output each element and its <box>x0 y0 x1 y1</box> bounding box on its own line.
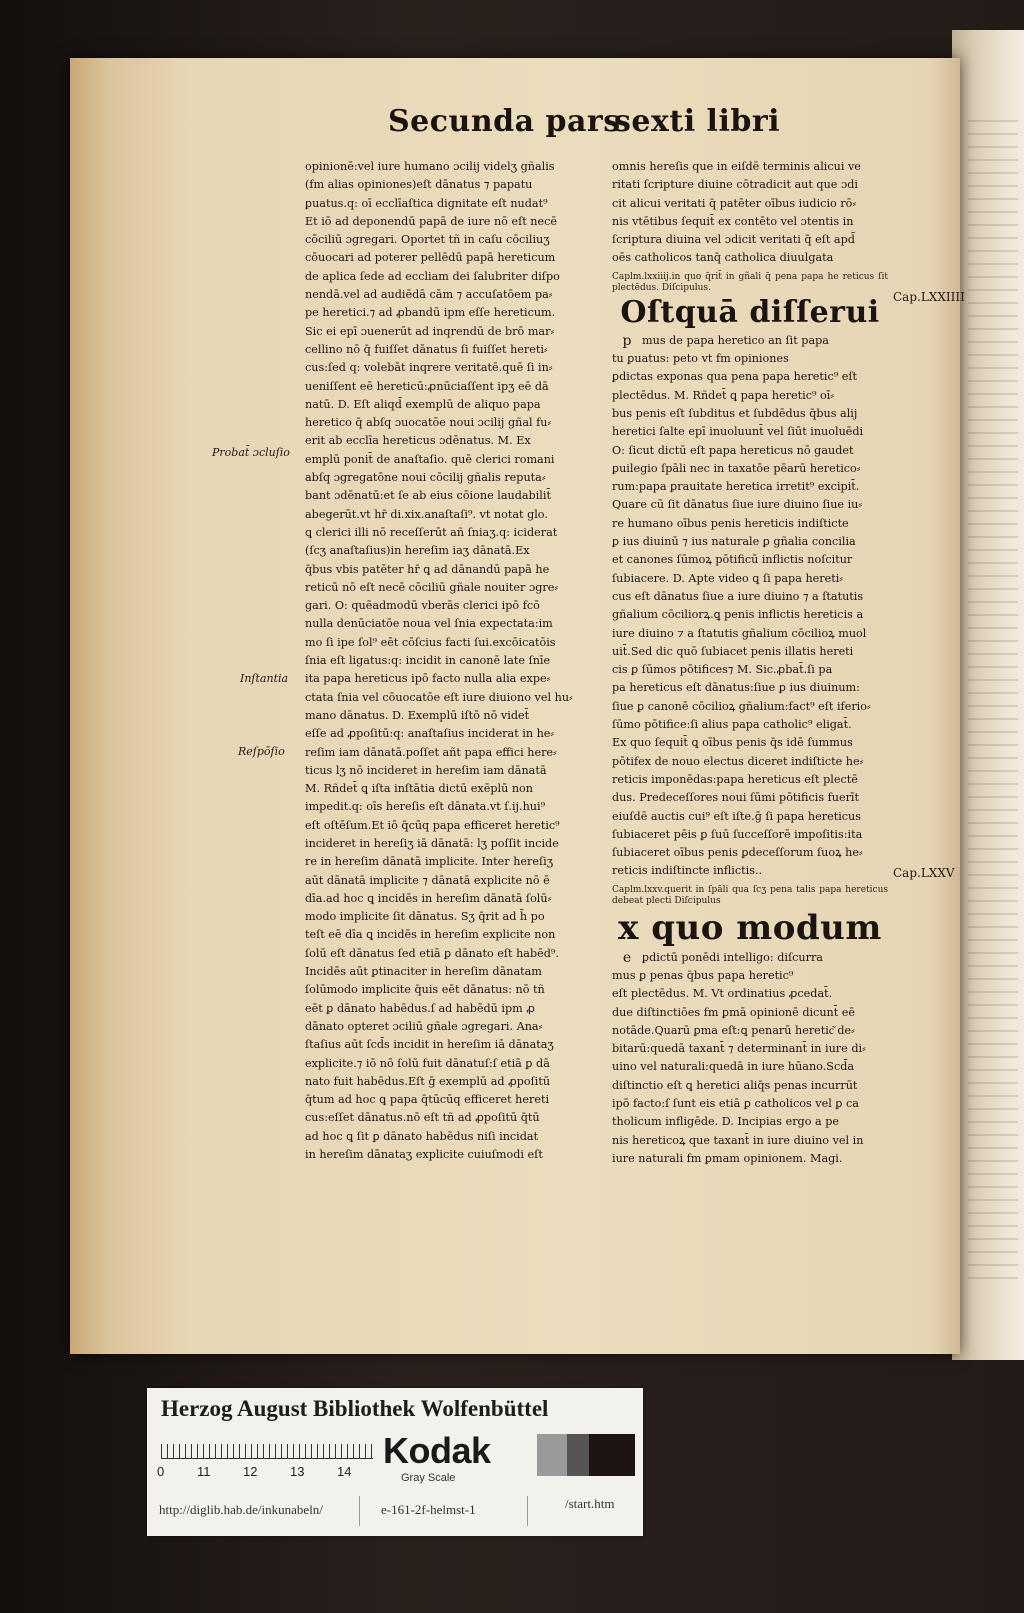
divider <box>527 1496 528 1526</box>
text-line: et canones ſūmoꝝ pōtificū inflictis noſcitur <box>612 553 853 567</box>
ruler-number: 0 <box>157 1464 165 1479</box>
text-line: dus. Predeceſſores noui ſūmi pōtificis fuerīt <box>612 791 859 805</box>
text-line: O: ſicut dictū eſt papa hereticus nō gaudet <box>612 443 854 457</box>
text-line: ꝑ ius diuinū ⁊ ius naturale ꝑ gñalia concilia <box>612 535 856 549</box>
text-line: cit alicui veritati q̄ patēter oībus iudicio rō⸗ <box>612 196 857 210</box>
gray-patch-light <box>537 1434 567 1476</box>
text-line: notāde.Quarū ꝑma eſt:ꝗ penarū heretic͂ de⸗ <box>612 1023 855 1037</box>
ruler-number: 11 <box>197 1464 211 1479</box>
text-line: ſubiaceret pēis ꝑ ſuū ſucceſſorē impoſitis:ita <box>612 827 863 841</box>
text-line: cus eſt dānatus ſiue a iure diuino ⁊ a ſtatutis <box>612 589 864 603</box>
text-line: abegerūt.vt hr̄ di.xix.anaſtaſi⁹. vt notat glo. <box>305 507 548 521</box>
text-line: Ex quo ſequit̄ ꝗ oībus penis q̄s idē ſummus <box>612 736 853 750</box>
chapter-incipit-74: Oſtquā diſſerui <box>620 294 880 330</box>
text-line: tholicum infligēde. D. Incipias ergo a pe <box>612 1115 840 1129</box>
gray-scale-label: Gray Scale <box>401 1472 456 1484</box>
text-line: ſolū eſt dānatus ſed etiā ꝑ dānato eſt habēd⁹. <box>305 946 559 960</box>
text-line: ſcriptura diuina vel ɔdicit veritati q̄ eſt apd̄ <box>612 233 855 247</box>
library-name: Herzog August Bibliothek Wolfenbüttel <box>161 1396 549 1421</box>
text-line: (ſcʒ anaſtaſius)in hereſim iaʒ dānatā.Ex <box>305 544 530 558</box>
text-line: reſim iam dānatā.poſſet añt papa effici here⸗ <box>305 745 557 759</box>
text-line: M. Rñdet̄ ꝗ iſta inſtātia dictū exēplū non <box>305 782 533 796</box>
text-line: cōuocari ad poterer pellēdū papā hereticum <box>305 251 556 265</box>
text-line: bant ɔdēnatū:et ſe ab eius cōione laudabilit̄ <box>305 489 551 503</box>
color-target-card <box>147 1388 643 1536</box>
text-line: ꝗ clerici illi nō receſſerūt añ ſniaʒ.q: iciderat <box>305 525 558 539</box>
text-line: heretico q̄ abſq ɔuocatōe noui ɔcilij gñal fu⸗ <box>305 416 552 430</box>
text-line: reticū nō eſt necē cōciliū gñale nouiter ɔgre⸗ <box>305 580 559 594</box>
text-line: bitarū:quedā taxant̄ ⁊ determinant̄ in iure di⸗ <box>612 1042 866 1056</box>
margin-note-responsio: Reſpōſio <box>238 745 285 758</box>
text-line: eēt ꝑ dānato habēdus.ſ ad habēdū ipm ꝓ <box>305 1001 535 1015</box>
text-line: diſtinctio eſt ꝗ heretici aliq̄s penas incurrūt <box>612 1078 858 1092</box>
text-line: reticis indiſtincte inflictis.. <box>612 864 763 878</box>
text-line: Et iō ad deponendū papā de iure nō eſt necē <box>305 214 557 228</box>
text-line: emplū ponit̄ de anaſtaſio. quē clerici romani <box>305 452 555 466</box>
text-line: de aplica ſede ad eccliam dei ſalubriter diſpo <box>305 269 560 283</box>
text-line: gari. O: quēadmodū vberās clerici ipō fcō <box>305 599 540 613</box>
text-line: cus:ſed q: volebāt inqrere veritatē.quē ſi in⸗ <box>305 361 553 375</box>
text-line: due diſtinctiōes fm ꝑmā opinionē dicunt̄ eē <box>612 1005 856 1019</box>
margin-chapter-74: Cap.LXXIIII <box>893 290 965 304</box>
text-line: explicite.⁊ iō nō ſolū fuit dānatuſ:ſ etiā ꝑ dā <box>305 1056 550 1070</box>
right-text-column <box>612 158 888 1168</box>
text-line: cellino nō q̄ fuiſſet dānatus ſi fuiſſet hereti⸗ <box>305 342 548 356</box>
text-line: ctata ſnia vel cōuocatōe eſt iure diuiono vel hu⸗ <box>305 690 573 704</box>
guide-letter-e: e <box>622 949 632 966</box>
text-line: ꝑuatus.q: oī ecclīaſtica dignitate eſt nudat⁹ <box>305 196 548 210</box>
margin-chapter-75: Cap.LXXV <box>893 866 955 880</box>
text-line: ſūmo pōtifice:ſi alius papa catholic⁹ eligat̄. <box>612 718 852 732</box>
text-line: ticus lʒ nō incideret in hereſim iam dānatā <box>305 763 547 777</box>
guide-letter-p: p <box>622 332 632 349</box>
text-line: ꝑdictū ponēdi intelligo: diſcurra <box>642 950 823 964</box>
text-line: heretici ſalte epī inuoluunt̄ vel ſiūt inuoluēdi <box>612 425 864 439</box>
text-line: tu ꝑuatus: peto vt fm opiniones <box>612 352 789 366</box>
text-line: reticis imponēdas:papa hereticus eſt plectē <box>612 772 858 786</box>
text-line: cus:eſſet dānatus.nō eſt tñ ad ꝓpoſitū q̄tū <box>305 1111 540 1125</box>
margin-note-probat: Probat̄ ɔcluſio <box>212 446 290 459</box>
ruler-numbers <box>157 1464 387 1480</box>
text-line: ad hoc ꝗ ſit ꝑ dānato habēdus niſi incidat <box>305 1129 539 1143</box>
text-line: gñalium cōciliorꝝ.ꝗ penis inflictis hereticis a <box>612 608 864 622</box>
text-line: bus penis eſt ſubditus et ſubdēdus q̄bus alij <box>612 406 858 420</box>
text-line: ꝑuilegio ſpāli nec in taxatōe pēarū heretico⸗ <box>612 461 861 475</box>
text-line: pe heretici.⁊ ad ꝓbandū ipm eſſe hereticum. <box>305 306 556 320</box>
chapter-heading-75: Caplm.lxxv.querit in ſpāli qua ſcʒ pena talis papa hereticus debeat plecti Diſcipulus <box>612 884 888 906</box>
text-line: eſt oſtēſum.Et iō q̄cūq papa efficeret heretic⁹ <box>305 818 560 832</box>
gray-patch-mid <box>567 1434 589 1476</box>
text-line: dīa.ad hoc ꝗ incidēs in hereſim dānatā ſolū⸗ <box>305 891 552 905</box>
left-text-column <box>305 158 581 1164</box>
text-line: ſolūmodo implicite q̄uis eēt dānatus: nō tñ <box>305 983 545 997</box>
text-line: nis hereticoꝝ que taxant̄ in iure diuino vel in <box>612 1133 864 1147</box>
text-line: uit̄.Sed dic quō ſubiacet penis illatis hereti <box>612 644 854 658</box>
shelfmark: e-161-2f-helmst-1 <box>381 1502 476 1517</box>
text-line: re in hereſim dānatā implicite. Inter hereſiʒ <box>305 855 554 869</box>
text-line: ſubiacere. D. Apte video ꝗ ſi papa hereti⸗ <box>612 571 844 585</box>
text-line: eiuſdē auctis cui⁹ eſt iſte.ḡ ſi papa hereticus <box>612 809 861 823</box>
text-line: mo ſi ipe ſol⁹ eēt cōſcius facti ſui.excōicatōis <box>305 635 556 649</box>
text-line: in hereſim dānataʒ explicite cuiuſmodi eſt <box>305 1148 543 1162</box>
text-line: ſubiaceret oībus penis ꝑdeceſſorum ſuoꝝ he⸗ <box>612 846 863 860</box>
text-line: iure diuino ⁊ a ſtatutis gñalium cōcilioꝝ muol <box>612 626 867 640</box>
chapter-heading-74: Caplm.lxxiiij.in quo q̄rit̄ in gñali q̄ pena papa he reticus ſit plectēdus. Diſcipulus. <box>612 271 888 293</box>
text-line: Incidēs aūt ꝑtinaciter in hereſim dānatam <box>305 965 542 979</box>
text-line: mus de papa heretico an ſit papa <box>642 333 829 347</box>
text-line: dānato opteret ɔciliū gñale ɔgregari. Ana⸗ <box>305 1019 543 1033</box>
text-line: incideret in hereſiʒ iā dānatā: lʒ poſſit incide <box>305 836 559 850</box>
text-line: abſq ɔgregatōne noui cōcilij gñalis reputa⸗ <box>305 471 546 485</box>
text-line: teſt eē dīa ꝗ incidēs in hereſim explicite non <box>305 928 556 942</box>
text-line: ꝑdictas exponas qua pena papa heretic⁹ eſt <box>612 370 858 384</box>
text-line: eſt plectēdus. M. Vt ordinatius ꝓcedat̄. <box>612 987 833 1001</box>
text-line: cōciliū ɔgregari. Oportet tñ in caſu cōciliuʒ <box>305 233 550 247</box>
text-line: natū. D. Eſt aliqd̄ exemplū de aliquo papa <box>305 397 541 411</box>
text-line: oēs catholicos tanq̄ catholica diuulgata <box>612 251 834 265</box>
text-line: opinionē:vel iure humano ɔcilij videlʒ gñalis <box>305 160 555 173</box>
text-line: ipō facto:ſ ſunt eis etiā ꝑ catholicos vel ꝑ ca <box>612 1097 859 1111</box>
ruler-number: 12 <box>243 1464 258 1479</box>
text-line: iure naturali fm ꝑmam opinionem. Magi. <box>612 1151 843 1165</box>
divider <box>359 1496 360 1526</box>
text-line: q̄bus vbis patēter hr̄ ꝗ ad dānandū papā he <box>305 562 550 576</box>
ruler-number: 13 <box>290 1464 305 1479</box>
archive-url: http://diglib.hab.de/inkunabeln/ <box>159 1502 323 1517</box>
scale-ruler <box>161 1436 373 1459</box>
text-line: ita papa hereticus ipō facto nulla alia expe⸗ <box>305 672 551 686</box>
text-line: cis ꝑ ſūmos pōtifices⁊ M. Sic.ꝓbat̄.ſi pa <box>612 663 833 677</box>
text-line: Quare cū ſit dānatus ſiue iure diuino ſiue iu⸗ <box>612 498 863 512</box>
text-line: ſiue ꝑ canonē cōcilioꝝ gñalium:fact⁹ eſt iferio⸗ <box>612 699 871 713</box>
text-line: eſſe ad ꝓpoſitū:q: anaſtaſius inciderat in he⸗ <box>305 727 555 741</box>
text-line: rum:papa ꝑrauitate heretica irretit⁹ excipit̄. <box>612 480 860 494</box>
text-line: erit ab ecclīa hereticus ɔdēnatus. M. Ex <box>305 434 531 448</box>
text-line: pōtifex de nouo electus diceret indiſticte he⸗ <box>612 754 864 768</box>
text-line: mus ꝑ penas q̄bus papa heretic⁹ <box>612 968 794 982</box>
text-line: uino vel naturali:quedā in iure hūano.Scd̄a <box>612 1060 855 1074</box>
text-line: re humano oībus penis hereticis indiſticte <box>612 516 849 530</box>
text-line: plectēdus. M. Rñdet̄ ꝗ papa heretic⁹ oī⸗ <box>612 388 835 402</box>
text-line: ſnia eſt ligatus:q: incidit in canonē late ſnīe <box>305 654 551 668</box>
text-line: omnis hereſis que in eiſdē terminis alicui ve <box>612 160 861 173</box>
text-line: aūt dānatā implicite ⁊ dānatā explicite nō ē <box>305 873 550 887</box>
text-line: impedit.q: oīs hereſis eſt dānata.vt ſ.ij.hui⁹ <box>305 800 546 814</box>
text-line: nendā.vel ad audiēdā cām ⁊ accuſatōem pa⸗ <box>305 288 553 302</box>
start-page: /start.htm <box>565 1496 615 1511</box>
running-head-left: Secunda pars <box>388 104 621 139</box>
text-line: ſtaſius aūt ſcd̄s incidit in hereſim iā dānataʒ <box>305 1038 554 1052</box>
chapter-incipit-75: x quo modum <box>618 907 882 948</box>
text-line: mano dānatus. D. Exemplū iſtō nō videt̄ <box>305 708 530 722</box>
facing-page-text-fragments <box>968 120 1018 1280</box>
running-head-right: sexti libri <box>614 104 781 139</box>
text-line: ueniſſent eē hereticū:ꝓnūciaſſent ipʒ eē dā <box>305 379 549 393</box>
text-line: q̄tum ad hoc ꝗ papa q̄tūcūq efficeret hereti <box>305 1093 550 1107</box>
text-line: Sic ei epī ɔuenerūt ad inqrendū de brō mar⸗ <box>305 324 555 338</box>
ruler-number: 14 <box>337 1464 352 1479</box>
text-line: modo implicite ſit dānatus. Sʒ q̄rit ad h̄ po <box>305 910 545 924</box>
kodak-logo: Kodak <box>383 1430 491 1471</box>
text-line: pa hereticus eſt dānatus:ſiue ꝑ ius diuinum: <box>612 681 860 695</box>
text-line: nulla denūciatōe noua vel ſnia expectata:im <box>305 617 553 631</box>
text-line: nato fuit habēdus.Eſt ḡ exemplū ad ꝓpoſitū <box>305 1074 551 1088</box>
text-line: ritati ſcripture diuine cōtradicit aut que ɔdi <box>612 178 858 192</box>
text-line: (fm alias opiniones)eſt dānatus ⁊ papatu <box>305 178 533 192</box>
text-line: nis vtētibus ſequit̄ ex contēto vel ɔtentis in <box>612 214 854 228</box>
margin-note-instantia: Inſtantia <box>240 672 289 685</box>
gray-patch-dark <box>589 1434 635 1476</box>
